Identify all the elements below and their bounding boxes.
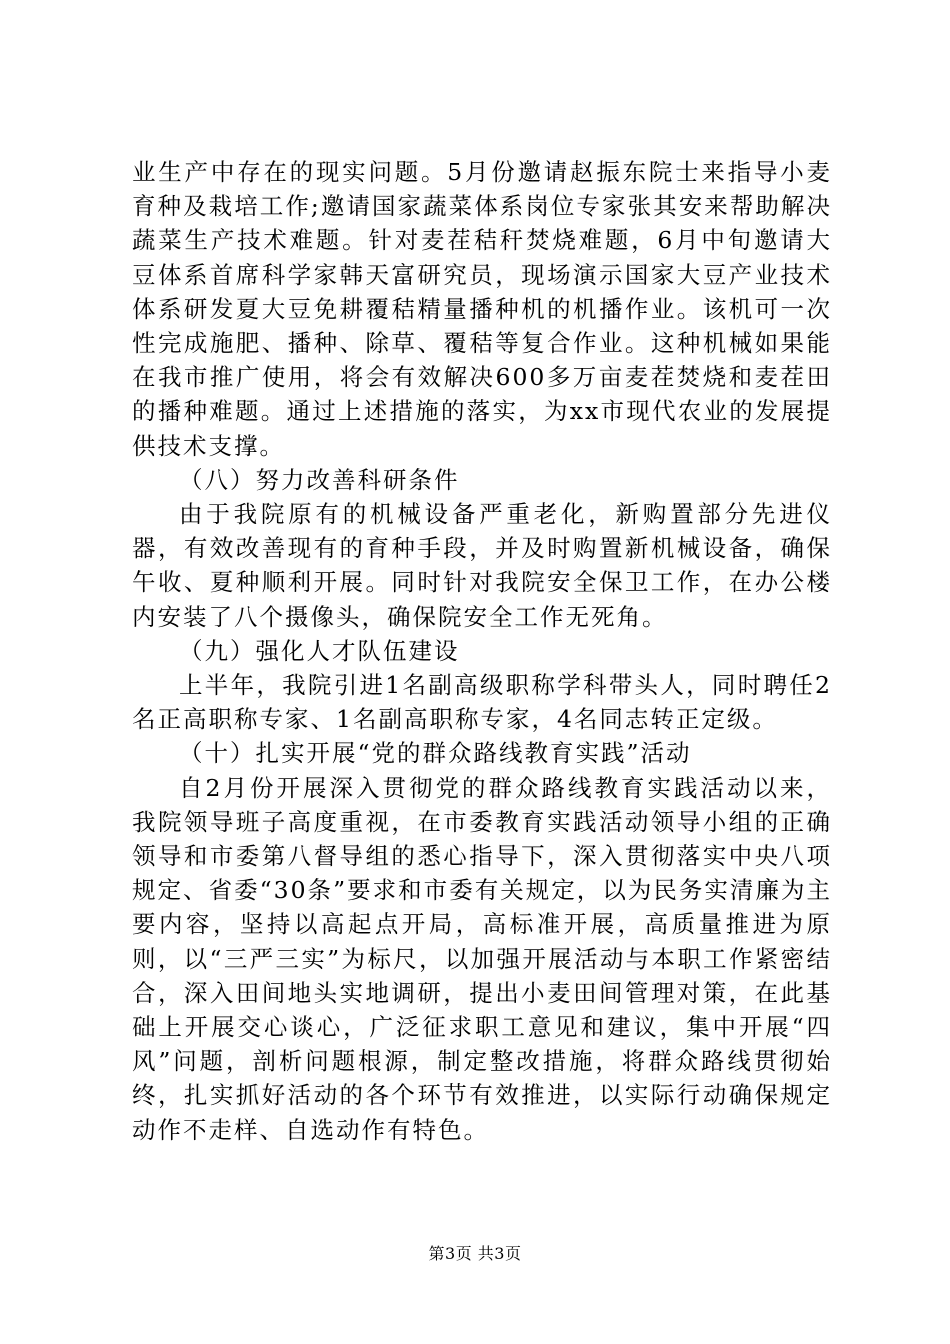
paragraph-research-conditions: 由于我院原有的机械设备严重老化，新购置部分先进仪器，有效改善现有的育种手段，并及时购置新机械设备，确保午收、夏种顺利开展。同时针对我院安全保卫工作，在办公楼内安装了八个摄像头，确保院安全工作无死角。 (132, 500, 832, 631)
page-number-footer: 第3页 共3页 (428, 1244, 522, 1263)
paragraph-talent-team: 上半年，我院引进1名副高级职称学科带头人，同时聘任2名正高职称专家、1名副高职称专家，4名同志转正定级。 (132, 671, 832, 734)
paragraph-continuation: 业生产中存在的现实问题。5月份邀请赵振东院士来指导小麦育种及栽培工作;邀请国家蔬菜体系岗位专家张其安来帮助解决蔬菜生产技术难题。针对麦茬秸秆焚烧难题，6月中旬邀请大豆体系首席科学家韩天富研究员，现场演示国家大豆产业技术体系研发夏大豆免耕覆秸精量播种机的机播作业。该机可一次性完成施肥、播种、除草、覆秸等复合作业。这种机械如果能在我市推广使用，将会有效解决600多万亩麦茬焚烧和麦茬田的播种难题。通过上述措施的落实，为xx市现代农业的发展提供技术支撑。 (132, 158, 832, 460)
section-heading-9: （九）强化人才队伍建设 (179, 636, 460, 665)
paragraph-mass-line-activity: 自2月份开展深入贯彻党的群众路线教育实践活动以来，我院领导班子高度重视，在市委教育实践活动领导小组的正确领导和市委第八督导组的悉心指导下，深入贯彻落实中央八项规定、省委“30条”要求和市委有关规定，以为民务实清廉为主要内容，坚持以高起点开局，高标准开展，高质量推进为原则，以“三严三实”为标尺，以加强开展活动与本职工作紧密结合，深入田间地头实地调研，提出小麦田间管理对策，在此基础上开展交心谈心，广泛征求职工意见和建议，集中开展“四风”问题，剖析问题根源，制定整改措施，将群众路线贯彻始终，扎实抓好活动的各个环节有效推进，以实际行动确保规定动作不走样、自选动作有特色。 (132, 773, 832, 1144)
section-heading-10: （十）扎实开展“党的群众路线教育实践”活动 (179, 739, 692, 768)
document-body (132, 155, 832, 1147)
section-heading-8: （八）努力改善科研条件 (179, 465, 460, 494)
